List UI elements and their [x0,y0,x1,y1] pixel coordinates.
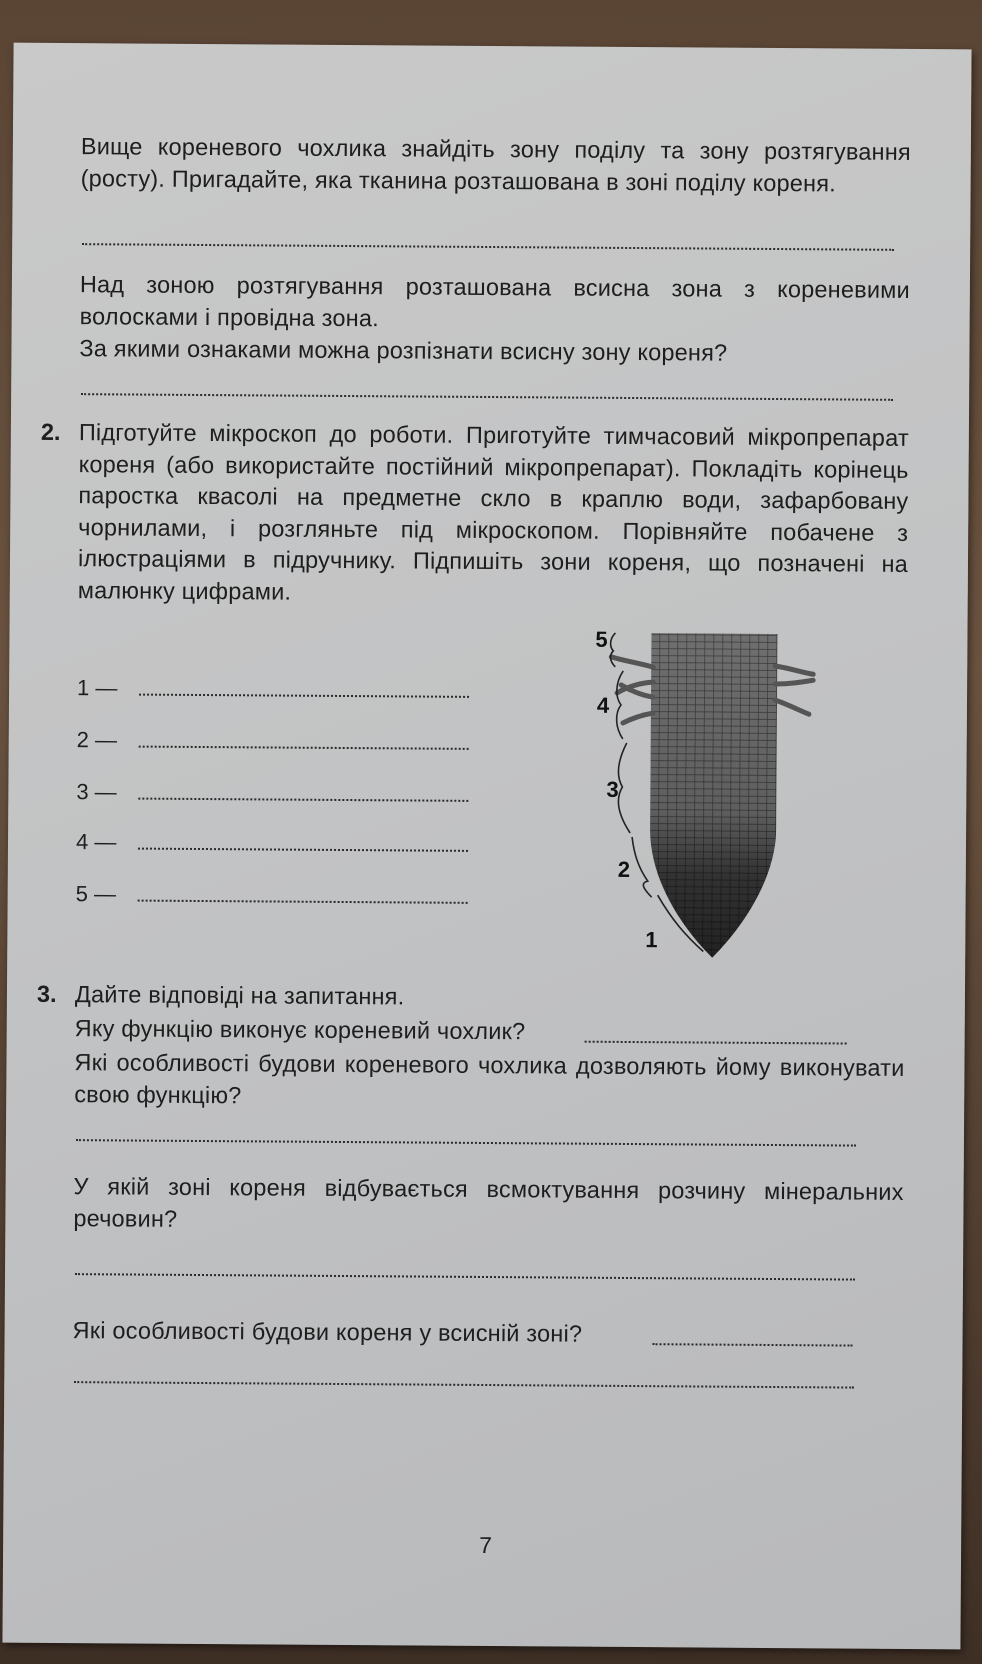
task-2-number: 2. [40,418,61,446]
root-hairs-right [775,666,813,714]
question-suction-zone: За якими ознаками можна розпізнати всисну зону кореня? [79,335,728,366]
zone-item-3 [76,779,117,805]
zone-item-4 [76,829,117,855]
figure-label-1: 1 [645,927,658,953]
answer-line[interactable] [585,1041,847,1045]
intro-paragraph: Вище кореневого чохлика знайдіть зону поділу та зону розтягування (росту). Пригадайте, яка тканина розташована в зоні поділу кореня. [80,133,911,196]
zone-item-label: 3 — [76,779,117,805]
zone-1-answer-line[interactable] [139,694,469,698]
zone-item-label: 4 — [75,829,117,855]
question-absorption-zone: У якій зоні кореня відбувається всмоктування розчину мінеральних речовин? [73,1173,904,1232]
zone-4-answer-line[interactable] [138,848,468,852]
answer-line[interactable] [76,1139,856,1146]
root-tip-figure [567,627,850,989]
answer-line[interactable] [81,393,893,401]
question-root-cap-function: Яку функцію виконує кореневий чохлик? [74,1015,526,1045]
zone-3-answer-line[interactable] [138,798,468,802]
question-root-cap-structure: Які особливості будови кореневого чохлика дозволяють йому виконувати свою функцію? [74,1049,905,1108]
figure-label-5: 5 [595,626,608,652]
zone-item-5 [76,881,117,907]
page-number: 7 [479,1531,493,1559]
zone-item-label: 5 — [75,881,117,907]
answer-line[interactable] [82,243,894,251]
zone-item-label: 1 — [77,675,118,701]
figure-label-2: 2 [617,856,631,882]
zone-2-answer-line[interactable] [139,746,469,750]
question-suction-zone-structure: Які особливості будови кореня у всисній зоні? [72,1317,583,1347]
zone-item-1 [77,675,118,701]
task-3-number: 3. [36,980,57,1007]
answer-line[interactable] [74,1381,854,1388]
figure-label-4: 4 [596,692,610,718]
figure-label-3: 3 [606,776,619,802]
task-3-title: Дайте відповіді на запитання. [74,981,405,1010]
zone-item-label: 2 — [76,727,118,753]
task-2-text: Підготуйте мікроскоп до роботи. Приготуйте тимчасовий мікропрепарат кореня (або використайте постійний мікропрепарат). Покладіть корінець паростка квасолі на предметне скло в краплю води, зафарбовану чорнилами, і розгляньте під мікроскопом. Порівняйте побачене з ілюстраціями в підручнику. Підпишіть зони кореня, що позначені на малюнку цифрами. [77,419,909,605]
answer-line[interactable] [653,1343,853,1346]
zone-5-answer-line[interactable] [138,900,468,904]
answer-line[interactable] [75,1273,855,1280]
workbook-page [2,43,971,1650]
intro-paragraph-2: Над зоною розтягування розташована всисна зона з кореневими волосками і провідна зона. [79,271,910,331]
root-cap-shading [649,633,777,958]
zone-item-2 [77,727,118,753]
